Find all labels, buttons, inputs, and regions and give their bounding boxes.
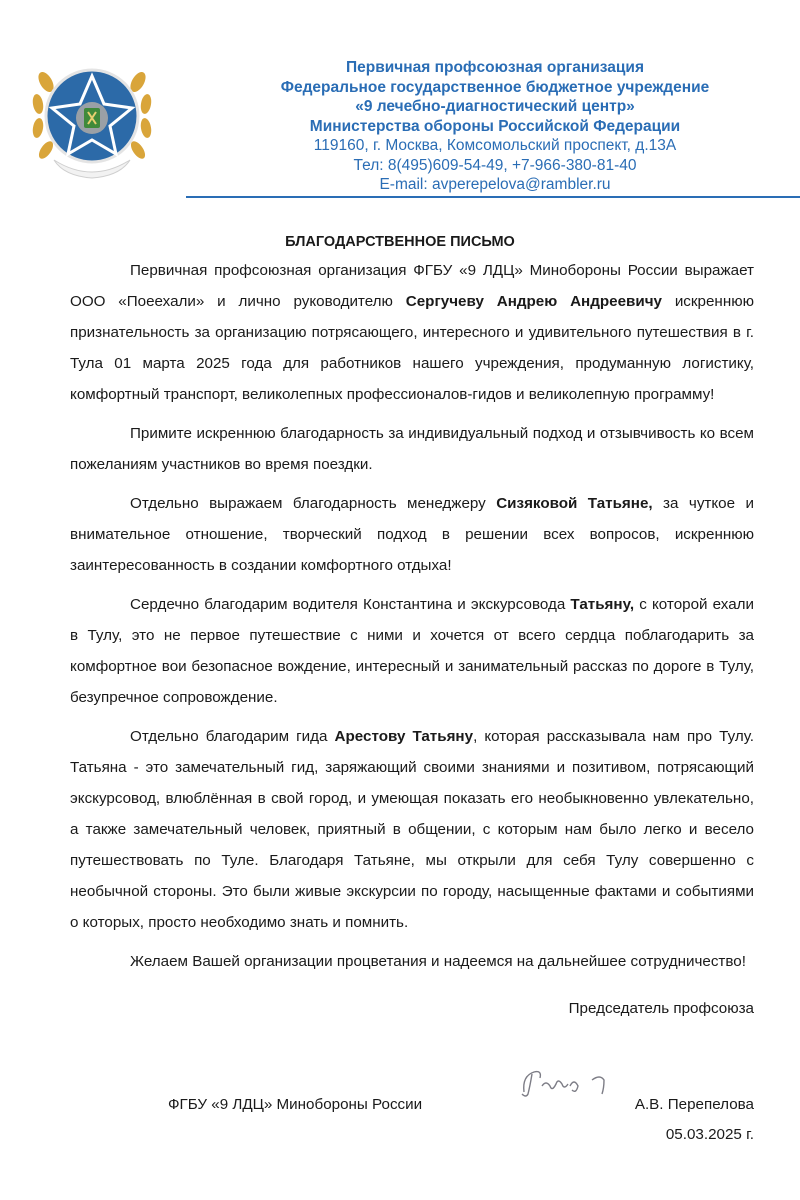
- letterhead-phone: Тел: 8(495)609-54-49, +7-966-380-81-40: [353, 156, 637, 174]
- paragraph-2: Примите искреннюю благодарность за индивидуальный подход и отзывчивость ко всем пожеланиям участников во время поездки.: [70, 425, 754, 473]
- letterhead: [190, 58, 800, 195]
- guide-name: Арестову Татьяну: [334, 728, 474, 745]
- letter-body: [70, 255, 754, 985]
- paragraph-4-text-c: с которой ехали в Тулу, это не первое путешествие с ними и хочется от всего сердца поблагодарить за комфортное вои безопасное вождение, интересный и занимательный рассказ по дороге в Тулу, безупречное сопровождение.: [70, 596, 754, 706]
- signer-name: А.В. Перепелова: [634, 1096, 754, 1113]
- letterhead-line-ministry: Министерства обороны Российской Федерации: [309, 117, 681, 135]
- union-emblem-icon: [24, 52, 160, 188]
- manager-name: Сизяковой Татьяне,: [496, 495, 653, 512]
- paragraph-5-text-c: , которая рассказывала нам про Тулу. Татьяна - это замечательный гид, заряжающий своими знаниями и позитивом, потрясающий экскурсовод, влюблённая в свой город, и умеющая показать его необыкновенно увлекательно, а также замечательный человек, приятный в общении, с которым нам было легко и весело путешествовать по Туле. Благодаря Татьяне, мы открыли для себя Тулу совершенно с необычной стороны. Это были живые экскурсии по городу, насыщенные фактами и событиями о которых, просто необходимо знать и помнить.: [70, 728, 754, 931]
- letterhead-address: 119160, г. Москва, Комсомольский проспект, д.13А: [313, 137, 677, 154]
- paragraph-5-text-a: Отдельно благодарим гида: [130, 728, 335, 745]
- paragraph-3: [70, 488, 754, 581]
- director-name: Сергучеву Андрею Андреевичу: [405, 293, 662, 310]
- paragraph-1-text-c: искреннюю признательность за организацию потрясающего, интересного и удивительного путешествия в г. Тула 01 марта 2025 года для работников нашего учреждения, продуманную логистику, комфортный транспорт, великолепных профессионалов-гидов и великолепную программу!: [70, 293, 754, 403]
- letterhead-line-institution-type: Федеральное государственное бюджетное учреждение: [280, 78, 710, 96]
- paragraph-4-text-a: Сердечно благодарим водителя Константина и экскурсовода: [130, 596, 571, 613]
- letterhead-email: E-mail: avperepelova@rambler.ru: [379, 176, 611, 193]
- letterhead-line-union: Первичная профсоюзная организация: [346, 59, 644, 76]
- paragraph-4: [70, 589, 754, 713]
- tour-leader-name: Татьяну,: [570, 596, 635, 613]
- letter-title: БЛАГОДАРСТВЕННОЕ ПИСЬМО: [285, 234, 515, 250]
- paragraph-3-text-a: Отдельно выражаем благодарность менеджеру: [130, 495, 497, 512]
- paragraph-6: Желаем Вашей организации процветания и надеемся на дальнейшее сотрудничество!: [130, 953, 746, 970]
- signature-organization: ФГБУ «9 ЛДЦ» Минобороны России: [168, 1096, 423, 1113]
- handwritten-signature: [516, 1064, 616, 1104]
- letter-date: 05.03.2025 г.: [665, 1126, 754, 1143]
- paragraph-1-text-a: Первичная профсоюзная организация ФГБУ «9 ЛДЦ» Минобороны России выражает ООО «Поеехали» и лично руководителю: [70, 262, 754, 310]
- header-divider: [186, 196, 800, 198]
- paragraph-1: [70, 255, 754, 410]
- paragraph-3-text-c: за чуткое и внимательное отношение, творческий подход в решении всех вопросов, искреннюю заинтересованность в создании комфортного отдыха!: [70, 495, 754, 574]
- position-title: Председатель профсоюза: [568, 1000, 754, 1017]
- paragraph-5: [70, 721, 754, 938]
- letterhead-line-institution-name: «9 лечебно-диагностический центр»: [355, 98, 635, 115]
